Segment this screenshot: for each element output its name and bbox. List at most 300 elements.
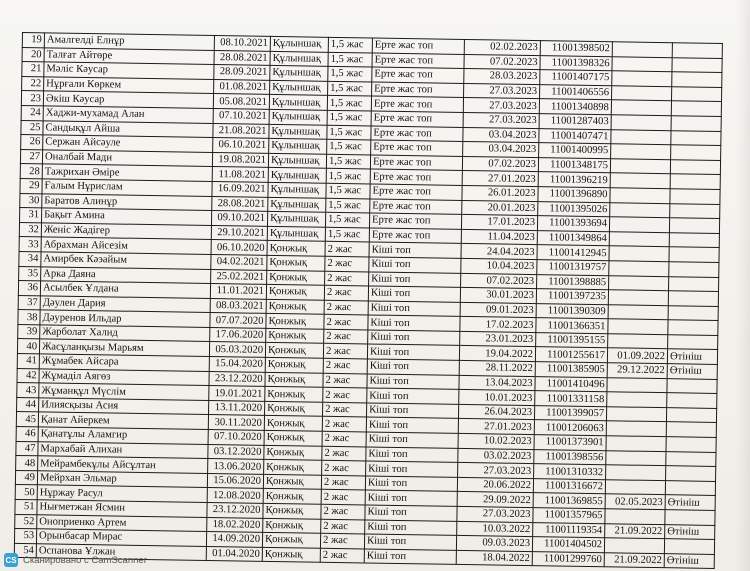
age-cell: 2 жас: [321, 504, 365, 519]
child-name-cell: Жұмаділ Аягөз: [39, 368, 209, 385]
registry-code-cell: 11001119354: [533, 522, 605, 538]
row-number-cell: 36: [18, 281, 40, 296]
child-name-cell: Мейрамбекұлы Айсұлтан: [38, 456, 208, 473]
group-name-cell: Құлыншақ: [269, 139, 327, 155]
admission-date-cell: 17.01.2023: [461, 215, 537, 231]
leave-reason-cell: [666, 422, 716, 437]
group-name-cell: Қонжық: [262, 547, 320, 563]
leave-reason-cell: [668, 320, 718, 335]
row-number-cell: 20: [22, 47, 44, 62]
birth-date-cell: 28.08.2021: [214, 50, 270, 65]
admission-date-cell: 18.04.2022: [456, 550, 532, 566]
birth-date-cell: 14.09.2020: [206, 532, 262, 547]
group-name-cell: Қонжық: [264, 445, 322, 461]
row-number-cell: 32: [19, 222, 41, 237]
age-group-cell: Кіші топ: [365, 505, 457, 521]
leave-date-cell: [606, 421, 666, 437]
birth-date-cell: 30.11.2020: [208, 415, 264, 430]
row-number-cell: 39: [18, 324, 40, 339]
age-cell: 2 жас: [325, 271, 369, 286]
group-name-cell: Қонжық: [267, 270, 325, 286]
admission-date-cell: 07.02.2023: [461, 273, 537, 289]
leave-date-cell: 21.09.2022: [604, 552, 664, 568]
child-name-cell: Оноприенко Артем: [37, 514, 207, 531]
child-name-cell: Мейрхан Эльмар: [37, 471, 207, 488]
age-group-cell: Кіші топ: [365, 520, 457, 536]
leave-date-cell: [607, 392, 667, 408]
leave-reason-cell: [671, 116, 721, 131]
age-cell: 1,5 жас: [326, 169, 370, 184]
age-group-cell: Кіші топ: [365, 490, 457, 506]
birth-date-cell: 08.03.2021: [210, 298, 266, 313]
age-group-cell: Ерте жас топ: [369, 213, 461, 229]
leave-date-cell: 21.09.2022: [605, 523, 665, 539]
birth-date-cell: 15.04.2020: [209, 357, 265, 372]
leave-date-cell: [611, 129, 671, 145]
birth-date-cell: 07.10.2020: [208, 430, 264, 445]
leave-date-cell: 29.12.2022: [607, 363, 667, 379]
admission-date-cell: 03.04.2023: [463, 127, 539, 143]
row-number-cell: 46: [16, 426, 38, 441]
birth-date-cell: 11.01.2021: [210, 284, 266, 299]
registry-code-cell: 11001255617: [535, 347, 607, 363]
row-number-cell: 25: [21, 120, 43, 135]
birth-date-cell: 06.10.2021: [213, 138, 269, 153]
child-name-cell: Жұманқұл Мүслім: [39, 383, 209, 400]
child-name-cell: Ғалым Нұрислам: [42, 179, 212, 196]
leave-date-cell: [611, 100, 671, 116]
age-cell: 2 жас: [323, 344, 367, 359]
age-group-cell: Кіші топ: [366, 403, 458, 419]
leave-date-cell: [607, 377, 667, 393]
row-number-cell: 45: [16, 412, 38, 427]
leave-reason-cell: [670, 174, 720, 189]
scanner-text: Сканировано с CamScanner: [23, 554, 147, 566]
group-name-cell: Құлыншақ: [267, 212, 325, 228]
group-name-cell: Қонжық: [265, 401, 323, 417]
birth-date-cell: 05.03.2020: [209, 342, 265, 357]
admission-date-cell: 10.01.2023: [459, 390, 535, 406]
row-number-cell: 31: [20, 208, 42, 223]
birth-date-cell: 01.08.2021: [214, 79, 270, 94]
child-name-cell: Нұрғали Көркем: [44, 77, 214, 94]
age-group-cell: Кіші топ: [365, 476, 457, 492]
leave-reason-cell: [671, 86, 721, 101]
leave-reason-cell: [667, 393, 717, 408]
birth-date-cell: 05.08.2021: [213, 94, 269, 109]
birth-date-cell: 23.12.2020: [207, 502, 263, 517]
child-name-cell: Асылбек Ұлдана: [40, 281, 210, 298]
registry-code-cell: 11001407175: [540, 70, 612, 86]
leave-reason-cell: [670, 203, 720, 218]
group-name-cell: Қонжық: [263, 489, 321, 505]
age-cell: 1,5 жас: [327, 139, 371, 154]
row-number-cell: 27: [20, 149, 42, 164]
child-name-cell: Бақыт Амина: [42, 208, 212, 225]
leave-date-cell: [605, 509, 665, 525]
age-group-cell: Кіші топ: [369, 257, 461, 273]
group-name-cell: Қонжық: [264, 460, 322, 476]
registry-code-cell: 11001357965: [533, 508, 605, 524]
child-name-cell: Женіс Жадігер: [41, 223, 211, 240]
group-name-cell: Қонжық: [264, 416, 322, 432]
age-group-cell: Кіші топ: [369, 242, 461, 258]
admission-date-cell: 07.02.2023: [462, 156, 538, 172]
row-number-cell: 42: [17, 368, 39, 383]
row-number-cell: 54: [14, 543, 36, 558]
registry-code-cell: 11001398502: [540, 41, 612, 57]
age-group-cell: Ерте жас топ: [371, 126, 463, 142]
row-number-cell: 52: [15, 514, 37, 529]
birth-date-cell: 08.10.2021: [214, 36, 270, 51]
row-number-cell: 30: [20, 193, 42, 208]
age-cell: 2 жас: [325, 256, 369, 271]
row-number-cell: 43: [17, 383, 39, 398]
age-group-cell: Кіші топ: [367, 374, 459, 390]
age-group-cell: Ерте жас топ: [372, 82, 464, 98]
leave-reason-cell: [666, 451, 716, 466]
age-cell: 1,5 жас: [325, 227, 369, 242]
leave-date-cell: [609, 261, 669, 277]
group-name-cell: Құлыншақ: [268, 182, 326, 198]
group-name-cell: Қонжық: [267, 241, 325, 257]
leave-reason-cell: [664, 539, 714, 554]
row-number-cell: 51: [15, 499, 37, 514]
leave-reason-cell: [668, 335, 718, 350]
leave-reason-cell: [669, 218, 719, 233]
leave-date-cell: [610, 188, 670, 204]
registry-code-cell: 11001348175: [538, 157, 610, 173]
leave-reason-cell: Өтініш: [664, 553, 714, 568]
registry-code-cell: 11001390309: [536, 303, 608, 319]
age-group-cell: Ерте жас топ: [370, 155, 462, 171]
birth-date-cell: 13.06.2020: [208, 459, 264, 474]
birth-date-cell: 12.08.2020: [207, 488, 263, 503]
registry-code-cell: 11001398885: [537, 274, 609, 290]
leave-date-cell: [609, 231, 669, 247]
roster-table: [14, 32, 723, 569]
age-cell: 1,5 жас: [328, 52, 372, 67]
row-number-cell: 35: [19, 266, 41, 281]
age-cell: 2 жас: [324, 315, 368, 330]
leave-reason-cell: [666, 437, 716, 452]
child-name-cell: Амалгелді Елнұр: [44, 33, 214, 50]
age-cell: 2 жас: [320, 548, 364, 563]
leave-reason-cell: [666, 408, 716, 423]
child-name-cell: Тажрихан Әміре: [42, 164, 212, 181]
leave-date-cell: [608, 304, 668, 320]
age-group-cell: Ерте жас топ: [370, 199, 462, 215]
age-cell: 2 жас: [325, 242, 369, 257]
age-cell: 2 жас: [321, 519, 365, 534]
registry-code-cell: 11001373901: [534, 435, 606, 451]
leave-date-cell: [611, 115, 671, 131]
admission-date-cell: 29.09.2022: [457, 492, 533, 508]
admission-date-cell: 11.04.2023: [461, 229, 537, 245]
group-name-cell: Қонжық: [265, 372, 323, 388]
leave-reason-cell: [671, 130, 721, 145]
registry-code-cell: 11001340898: [539, 99, 611, 115]
age-cell: 2 жас: [322, 431, 366, 446]
leave-reason-cell: [670, 189, 720, 204]
row-number-cell: 49: [15, 470, 37, 485]
row-number-cell: 41: [17, 354, 39, 369]
birth-date-cell: 25.02.2021: [211, 269, 267, 284]
admission-date-cell: 27.01.2023: [462, 171, 538, 187]
admission-date-cell: 10.03.2022: [457, 521, 533, 537]
birth-date-cell: 17.06.2020: [210, 327, 266, 342]
child-name-cell: Арка Даяна: [41, 266, 211, 283]
birth-date-cell: 04.02.2021: [211, 254, 267, 269]
leave-reason-cell: [665, 510, 715, 525]
registry-code-cell: 11001400995: [539, 143, 611, 159]
admission-date-cell: 27.03.2023: [463, 98, 539, 114]
child-name-cell: Орынбасар Мирас: [36, 529, 206, 546]
registry-code-cell: 11001385905: [535, 362, 607, 378]
leave-reason-cell: Өтініш: [667, 364, 717, 379]
leave-reason-cell: [671, 101, 721, 116]
row-number-cell: 53: [14, 529, 36, 544]
age-group-cell: Кіші топ: [364, 549, 456, 565]
age-cell: 1,5 жас: [328, 81, 372, 96]
age-group-cell: Ерте жас топ: [371, 111, 463, 127]
leave-reason-cell: [670, 159, 720, 174]
group-name-cell: Құлыншақ: [269, 124, 327, 140]
admission-date-cell: 26.04.2023: [458, 404, 534, 420]
age-cell: 2 жас: [322, 460, 366, 475]
leave-date-cell: [608, 319, 668, 335]
leave-date-cell: [608, 334, 668, 350]
row-number-cell: 19: [22, 33, 44, 48]
child-name-cell: Мархабай Алихан: [38, 441, 208, 458]
group-name-cell: Құлыншақ: [270, 66, 328, 82]
age-group-cell: Кіші топ: [364, 534, 456, 550]
registry-code-cell: 11001410496: [535, 376, 607, 392]
child-name-cell: Дәулен Дария: [40, 296, 210, 313]
child-name-cell: Нығметжан Ясмин: [37, 500, 207, 517]
age-group-cell: Кіші топ: [368, 330, 460, 346]
row-number-cell: 44: [17, 397, 39, 412]
child-name-cell: Сержан Айсәуле: [43, 135, 213, 152]
age-group-cell: Кіші топ: [366, 432, 458, 448]
leave-reason-cell: [672, 72, 722, 87]
age-group-cell: Ерте жас топ: [372, 53, 464, 69]
leave-date-cell: [606, 450, 666, 466]
admission-date-cell: 27.03.2023: [458, 463, 534, 479]
admission-date-cell: 20.06.2022: [457, 477, 533, 493]
age-cell: 2 жас: [320, 533, 364, 548]
admission-date-cell: 20.01.2023: [462, 200, 538, 216]
leave-date-cell: [609, 246, 669, 262]
leave-date-cell: [606, 465, 666, 481]
registry-code-cell: 11001310332: [534, 464, 606, 480]
birth-date-cell: 23.12.2020: [209, 371, 265, 386]
age-group-cell: Кіші топ: [368, 301, 460, 317]
birth-date-cell: 18.02.2020: [207, 517, 263, 532]
group-name-cell: Құлыншақ: [269, 109, 327, 125]
leave-reason-cell: Өтініш: [665, 524, 715, 539]
group-name-cell: Қонжық: [266, 314, 324, 330]
child-name-cell: Әкіш Кәусар: [43, 91, 213, 108]
birth-date-cell: 28.08.2021: [212, 196, 268, 211]
child-name-cell: Жасұланқызы Марьям: [39, 339, 209, 356]
age-group-cell: Кіші топ: [366, 461, 458, 477]
birth-date-cell: 28.09.2021: [214, 65, 270, 80]
registry-code-cell: 11001366351: [536, 318, 608, 334]
child-name-cell: Дәуренов Ильдар: [40, 310, 210, 327]
row-number-cell: 38: [18, 310, 40, 325]
registry-code-cell: 11001398556: [534, 449, 606, 465]
leave-date-cell: [612, 71, 672, 87]
page-edge-shadow: [736, 0, 750, 571]
registry-code-cell: 11001396890: [538, 187, 610, 203]
camscanner-logo-icon: CS: [4, 553, 18, 567]
age-group-cell: Ерте жас топ: [371, 140, 463, 156]
row-number-cell: 24: [21, 105, 43, 120]
leave-reason-cell: [668, 291, 718, 306]
age-group-cell: Ерте жас топ: [371, 96, 463, 112]
age-cell: 2 жас: [323, 388, 367, 403]
registry-code-cell: 11001399057: [534, 405, 606, 421]
admission-date-cell: 30.01.2023: [460, 288, 536, 304]
admission-date-cell: 28.11.2022: [459, 360, 535, 376]
registry-code-cell: 11001412945: [537, 245, 609, 261]
group-name-cell: Құлыншақ: [269, 95, 327, 111]
child-name-cell: Мәліс Кәусар: [44, 62, 214, 79]
leave-reason-cell: [672, 57, 722, 72]
group-name-cell: Қонжық: [263, 503, 321, 519]
admission-date-cell: 28.03.2023: [464, 69, 540, 85]
group-name-cell: Құлыншақ: [270, 51, 328, 67]
group-name-cell: Қонжық: [266, 299, 324, 315]
leave-reason-cell: [667, 378, 717, 393]
admission-date-cell: 17.02.2023: [460, 317, 536, 333]
age-group-cell: Ерте жас топ: [372, 67, 464, 83]
age-cell: 2 жас: [321, 475, 365, 490]
age-cell: 2 жас: [324, 329, 368, 344]
group-name-cell: Қонжық: [265, 343, 323, 359]
leave-reason-cell: Өтініш: [665, 495, 715, 510]
group-name-cell: Құлыншақ: [268, 168, 326, 184]
birth-date-cell: 16.09.2021: [212, 181, 268, 196]
child-name-cell: Сандықұл Айша: [43, 120, 213, 137]
registry-code-cell: 11001406556: [540, 84, 612, 100]
admission-date-cell: 26.01.2023: [462, 185, 538, 201]
row-number-cell: 40: [17, 339, 39, 354]
leave-reason-cell: [669, 247, 719, 262]
birth-date-cell: 19.08.2021: [212, 152, 268, 167]
child-name-cell: Баратов Алинұр: [42, 193, 212, 210]
child-name-cell: Жарболат Халид: [40, 325, 210, 342]
age-group-cell: Ерте жас топ: [370, 169, 462, 185]
group-name-cell: Қонжық: [265, 357, 323, 373]
admission-date-cell: 03.04.2023: [463, 142, 539, 158]
group-name-cell: Құлыншақ: [270, 80, 328, 96]
leave-date-cell: 02.05.2023: [605, 494, 665, 510]
row-number-cell: 28: [20, 164, 42, 179]
registry-code-cell: 11001398326: [540, 55, 612, 71]
birth-date-cell: 07.07.2020: [210, 313, 266, 328]
child-name-cell: Илиясқызы Асия: [39, 398, 209, 415]
group-name-cell: Қонжық: [266, 284, 324, 300]
age-cell: 2 жас: [324, 300, 368, 315]
group-name-cell: Қонжық: [264, 430, 322, 446]
birth-date-cell: 01.04.2020: [206, 546, 262, 561]
leave-reason-cell: [665, 480, 715, 495]
registry-code-cell: 11001287403: [539, 114, 611, 130]
leave-date-cell: [608, 290, 668, 306]
birth-date-cell: 21.08.2021: [213, 123, 269, 138]
age-cell: 1,5 жас: [326, 183, 370, 198]
birth-date-cell: 11.08.2021: [212, 167, 268, 182]
child-name-cell: Қанатұлы Аламгир: [38, 427, 208, 444]
birth-date-cell: 09.10.2021: [211, 211, 267, 226]
age-group-cell: Кіші топ: [369, 271, 461, 287]
registry-code-cell: 11001404502: [532, 537, 604, 553]
row-number-cell: 26: [21, 135, 43, 150]
table-body: [14, 33, 722, 569]
age-group-cell: Кіші топ: [366, 447, 458, 463]
admission-date-cell: 19.04.2022: [459, 346, 535, 362]
registry-code-cell: 11001206063: [534, 420, 606, 436]
child-name-cell: Оналбай Мади: [42, 150, 212, 167]
child-name-cell: Жұмабек Айсара: [39, 354, 209, 371]
child-name-cell: Хаджи-мухамад Алан: [43, 106, 213, 123]
leave-date-cell: 01.09.2022: [607, 348, 667, 364]
leave-reason-cell: [668, 305, 718, 320]
leave-date-cell: [609, 217, 669, 233]
age-group-cell: Кіші топ: [367, 359, 459, 375]
registry-code-cell: 11001369855: [533, 493, 605, 509]
age-cell: 1,5 жас: [326, 198, 370, 213]
leave-date-cell: [612, 56, 672, 72]
group-name-cell: Қонжық: [263, 518, 321, 534]
admission-date-cell: 09.01.2023: [460, 302, 536, 318]
admission-date-cell: 10.02.2023: [458, 433, 534, 449]
age-cell: 1,5 жас: [326, 154, 370, 169]
birth-date-cell: 15.06.2020: [207, 473, 263, 488]
child-name-cell: Амирбек Кәэайым: [41, 252, 211, 269]
registry-code-cell: 11001319757: [537, 260, 609, 276]
registry-code-cell: 11001299760: [532, 551, 604, 567]
age-cell: 2 жас: [322, 402, 366, 417]
admission-date-cell: 03.02.2023: [458, 448, 534, 464]
birth-date-cell: 07.10.2021: [213, 108, 269, 123]
leave-reason-cell: [669, 276, 719, 291]
group-name-cell: Құлыншақ: [270, 36, 328, 52]
group-name-cell: Қонжық: [267, 255, 325, 271]
age-cell: 1,5 жас: [325, 212, 369, 227]
admission-date-cell: 27.03.2023: [457, 506, 533, 522]
child-name-cell: Нұржау Расул: [37, 485, 207, 502]
age-cell: 2 жас: [323, 358, 367, 373]
leave-reason-cell: [671, 145, 721, 160]
leave-date-cell: [610, 202, 670, 218]
birth-date-cell: 03.12.2020: [208, 444, 264, 459]
admission-date-cell: 13.04.2023: [459, 375, 535, 391]
row-number-cell: 47: [16, 441, 38, 456]
admission-date-cell: 07.02.2023: [464, 54, 540, 70]
birth-date-cell: 29.10.2021: [211, 225, 267, 240]
registry-code-cell: 11001331158: [535, 391, 607, 407]
admission-date-cell: 27.03.2023: [463, 112, 539, 128]
age-cell: 2 жас: [323, 373, 367, 388]
admission-date-cell: 10.04.2023: [461, 258, 537, 274]
age-cell: 1,5 жас: [328, 37, 372, 52]
group-name-cell: Қонжық: [265, 387, 323, 403]
admission-date-cell: 27.01.2023: [458, 419, 534, 435]
leave-date-cell: [610, 173, 670, 189]
